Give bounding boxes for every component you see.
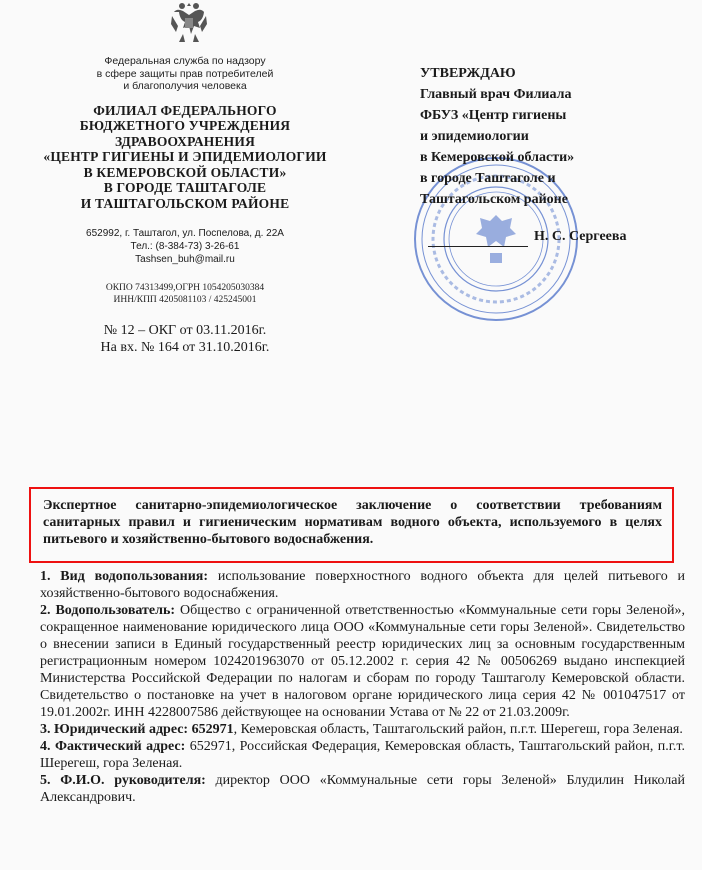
- document-title: Экспертное санитарно-эпидемиологическое заключение о соответствии требованиям санитарных правил и гигиеническим нормативам водного объекта, используемого в целях питьевого и хозяйственно-бытового водоснабжения.: [43, 498, 662, 547]
- section-actual-address: 4. Фактический адрес: 652971, Российская Федерация, Кемеровская область, Таштагольский район, п.г.т. Шерегеш, гора Зеленая.: [40, 739, 685, 771]
- agency-name: Федеральная служба по надзору в сфере защиты прав потребителей и благополучия человека: [96, 55, 274, 92]
- registration-codes: ОКПО 74313499,ОГРН 1054205030384 ИНН/КПП 4205081103 / 425245001: [105, 283, 265, 305]
- approval-heading: УТВЕРЖДАЮ: [420, 66, 516, 81]
- signature-line: [428, 226, 680, 247]
- document-reference: № 12 – ОКГ от 03.11.2016г. На вх. № 164 от 31.10.2016г.: [100, 323, 270, 355]
- document-body: [40, 568, 685, 806]
- signatory-name: Н. С. Сергеева: [534, 229, 627, 244]
- section-legal-address: 3. Юридический адрес: 652971, Кемеровская область, Таштагольский район, п.г.т. Шерегеш, гора Зеленая.: [40, 722, 683, 737]
- document-title-highlight: [29, 487, 674, 563]
- section-water-user: 2. Водопользователь: Общество с ограниченной ответственностью «Коммунальные сети горы Зеленой», сокращенное наименование юридического лица ООО «Коммунальные сети горы Зеленой». Свидетельство о внесении записи в Единый государственный реестр юридических лиц за основным государственным регистрационным номером 1024201963070 от 05.12.2002 г. серия 42 № 00506269 выдано инспекцией Министерства Российской Федерации по налогам и сборам по городу Таштаголу Кемеровской области. Свидетельство о постановке на учет в налоговом органе юридического лица серия 42 № 001047517 от 19.01.2002г. ИНН 4228007586 действующее на основании Устава от № 22 от 21.03.2009г.: [40, 603, 686, 720]
- signature-underline: [428, 232, 528, 247]
- section-director: 5. Ф.И.О. руководителя: директор ООО «Коммунальные сети горы Зеленой» Блудилин Николай Александрович.: [40, 773, 685, 805]
- issuer-header: [40, 55, 330, 356]
- organization-name: ФИЛИАЛ ФЕДЕРАЛЬНОГО БЮДЖЕТНОГО УЧРЕЖДЕНИЯ ЗДРАВООХРАНЕНИЯ «ЦЕНТР ГИГИЕНЫ И ЭПИДЕМИОЛОГИИ В КЕМЕРОВСКОЙ ОБЛАСТИ» В ГОРОДЕ ТАШТАГОЛЕ И ТАШТАГОЛЬСКОМ РАЙОНЕ: [43, 102, 327, 211]
- approval-block: УТВЕРЖДАЮ Главный врач Филиала ФБУЗ «Центр гигиены и эпидемиологии в Кемеровской области» в городе Таштаголе и Таштагольском районе Н. С. Сергеева: [420, 63, 680, 247]
- contact-info: 652992, г. Таштагол, ул. Поспелова, д. 22А Тел.: (8-384-73) 3-26-61 Tashsen_buh@mail.ru: [86, 228, 284, 265]
- section-water-use-type: 1. Вид водопользования: использование поверхностного водного объекта для целей питьевого и хозяйственно-бытового водоснабжения.: [40, 569, 685, 601]
- coat-of-arms-emblem: [170, 0, 208, 46]
